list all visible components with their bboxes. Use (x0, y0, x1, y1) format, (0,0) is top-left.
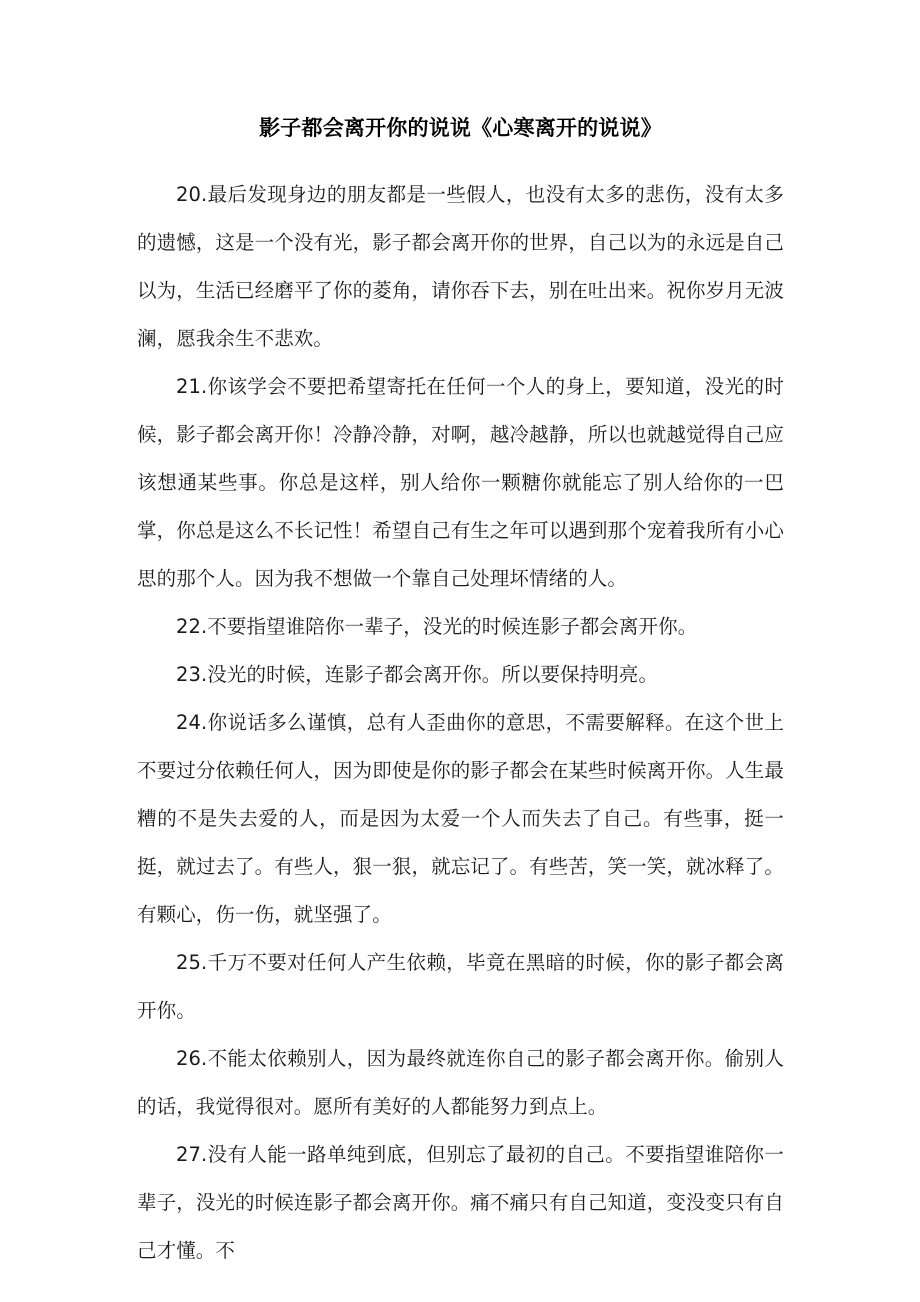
document-content (137, 0, 784, 1275)
paragraph-21: 21.你该学会不要把希望寄托在任何一个人的身上，要知道，没光的时候，影子都会离开你！冷静冷静，对啊，越冷越静，所以也就越觉得自己应该想通某些事。你总是这样，别人给你一颗糖你就能忘了别人给你的一巴掌，你总是这么不长记性！希望自己有生之年可以遇到那个宠着我所有小心思的那个人。因为我不想做一个靠自己处理坏情绪的人。 (137, 375, 784, 590)
paragraph-27: 27.没有人能一路单纯到底，但别忘了最初的自己。不要指望谁陪你一辈子，没光的时候连影子都会离开你。痛不痛只有自己知道，变没变只有自己才懂。不 (137, 1143, 784, 1262)
paragraph-25: 25.千万不要对任何人产生依赖，毕竟在黑暗的时候，你的影子都会离开你。 (137, 951, 784, 1022)
paragraph-23: 23.没光的时候，连影子都会离开你。所以要保持明亮。 (176, 663, 659, 686)
paragraph-22: 22.不要指望谁陪你一辈子，没光的时候连影子都会离开你。 (176, 615, 698, 638)
paragraph-20: 20.最后发现身边的朋友都是一些假人，也没有太多的悲伤，没有太多的遗憾，这是一个没有光，影子都会离开你的世界，自己以为的永远是自己以为，生活已经磨平了你的菱角，请你吞下去，别在吐出来。祝你岁月无波澜，愿我余生不悲欢。 (137, 183, 784, 350)
page-title: 影子都会离开你的说说《心寒离开的说说》 (259, 116, 662, 140)
paragraph-26: 26.不能太依赖别人，因为最终就连你自己的影子都会离开你。偷别人的话，我觉得很对。愿所有美好的人都能努力到点上。 (137, 1047, 784, 1118)
paragraph-24: 24.你说话多么谨慎，总有人歪曲你的意思，不需要解释。在这个世上不要过分依赖任何人，因为即使是你的影子都会在某些时候离开你。人生最糟的不是失去爱的人，而是因为太爱一个人而失去了自己。有些事，挺一挺，就过去了。有些人，狠一狠，就忘记了。有些苦，笑一笑，就冰释了。有颗心，伤一伤，就坚强了。 (137, 711, 784, 926)
